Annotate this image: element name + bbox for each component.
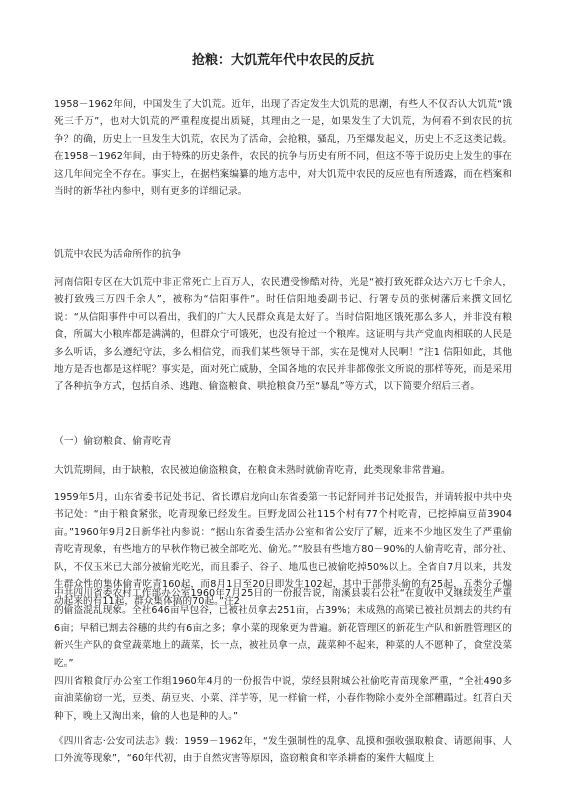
document-title: 抢粮：大饥荒年代中农民的反抗 xyxy=(191,53,374,68)
shandong-paragraph: 1959年5月，山东省委书记处书记、省长谭启龙向山东省委第一书记舒同并书记处报告，并请转报中共中央书记处：“由于粮食紧张，吃青现象已经发生。巨野龙固公社115个村有77个村吃青，已挖掉扁豆苗3904亩。”1960年9月2日新华社内参说：“据山东省委生活办公室和省公安厅了解，近来不少地区发生了严重偷青吃青现象，有些地方的早秋作物已被全部吃光、偷光。”“胶县有些地方80－90%的人偷青吃青，部分社、队，不仅玉米已大部分被偷光吃光，而且黍子、谷子、地瓜也已被偷吃掉50%以上。全省自7月以来，共发生群众性的集体偷青吃青160起，而8月1日至20日即发生102起，其中干部带头偷的有25起，五类分子煽动起来的有11起，群众集体搞的70起。”注2 xyxy=(54,492,512,608)
famine-paragraph: 大饥荒期间，由于缺粮，农民被迫偷盗粮食，在粮食未熟时就偷青吃青，此类现象非常普遍。 xyxy=(54,465,451,476)
sub-heading: （一）偷窃粮食、偷青吃青 xyxy=(54,436,172,447)
section-heading: 饥荒中农民为活命所作的抗争 xyxy=(54,249,182,260)
henan-paragraph: 河南信阳专区在大饥荒中非正常死亡上百万人，农民遭受惨酷对待，光是“被打致死群众达六万七千余人，被打致残三万四千余人”，被称为“信阳事件”。时任信阳地委副书记、行署专员的张树藩后来撰文回忆说：“从信阳事件中可以看出，我们的广大人民群众真是太好了。当时信阳地区饿死那么多人，并非没有粮食，所属大小粮库都是满满的，但群众宁可饿死，也没有抢过一个粮库。这证明与共产党血肉相联的人民是多么听话，多么遵纪守法，多么相信党，而我们某些领导干部，实在是愧对人民啊！”注1 信阳如此，其他地方是否也都是这样呢？事实是，面对死亡威胁，全国各地的农民并非都像张文所说的那样等死，而是采用了各种抗争方式，包括自杀、逃跑、偷盗粮食、哄抢粮食乃至“暴乱”等方式，以下简要介绍后三者。 xyxy=(54,277,512,393)
gazetteer-paragraph: 《四川省志·公安司法志》载：1959－1962年，“发生强制性的乱拿、乱摸和强收强取粮食、请愿闹事、人口外流等现象”，“60年代初，由于自然灾害等原因，盗窃粮食和宰杀耕畜的案件大幅度上 xyxy=(54,736,512,765)
intro-paragraph: 1958－1962年间，中国发生了大饥荒。近年，出现了否定发生大饥荒的思潮，有些人不仅否认大饥荒“饿死三千万”，也对大饥荒的严重程度提出质疑，其理由之一是，如果发生了大饥荒，为何看不到农民的抗争？的确，历史上一旦发生大饥荒，农民为了活命，会抢粮，骚乱，乃至爆发起义，历史上不乏这类记载。在1958－1962年间，由于特殊的历史条件，农民的抗争与历史有所不同，但这不等于说历史上发生的事在这几年间完全不存在。事实上，在据档案编纂的地方志中，对大饥荒中农民的反应也有所透露，而在档案和当时的新华社内参中，则有更多的详细记录。 xyxy=(54,99,512,198)
grain-office-paragraph: 四川省粮食厅办公室工作组1960年4月的一份报告中说，荥经县附城公社偷吃青苗现象严重，“全社490多亩油菜偷窃一光，豆类、葫豆夹、小菜、洋芋等，见一样偷一样，小春作物除小麦外全部糟蹋过。红苕白天种下，晚上又淘出来，偷的人也是种的人。” xyxy=(54,676,512,722)
sichuan-paragraph: 中共四川省委农村工作部办公室1960年7月25日的一份报告说，南溪县裴石公社“在夏收中又继续发生严重的偷盗混乱现象。全社646亩早包谷，已被社员拿去251亩，占39%；未成熟的高梁已被社员割去的共约有6亩；早稻已割去谷穗的共约有6亩之多；拿小菜的现象更为普遍。新花管理区的新花生产队和新胜管理区的新兴生产队的食堂蔬菜地上的蔬菜，长一点，被社员拿一点，蔬菜种不起来，种菜的人不愿种了，食堂没菜吃。” xyxy=(54,588,512,669)
